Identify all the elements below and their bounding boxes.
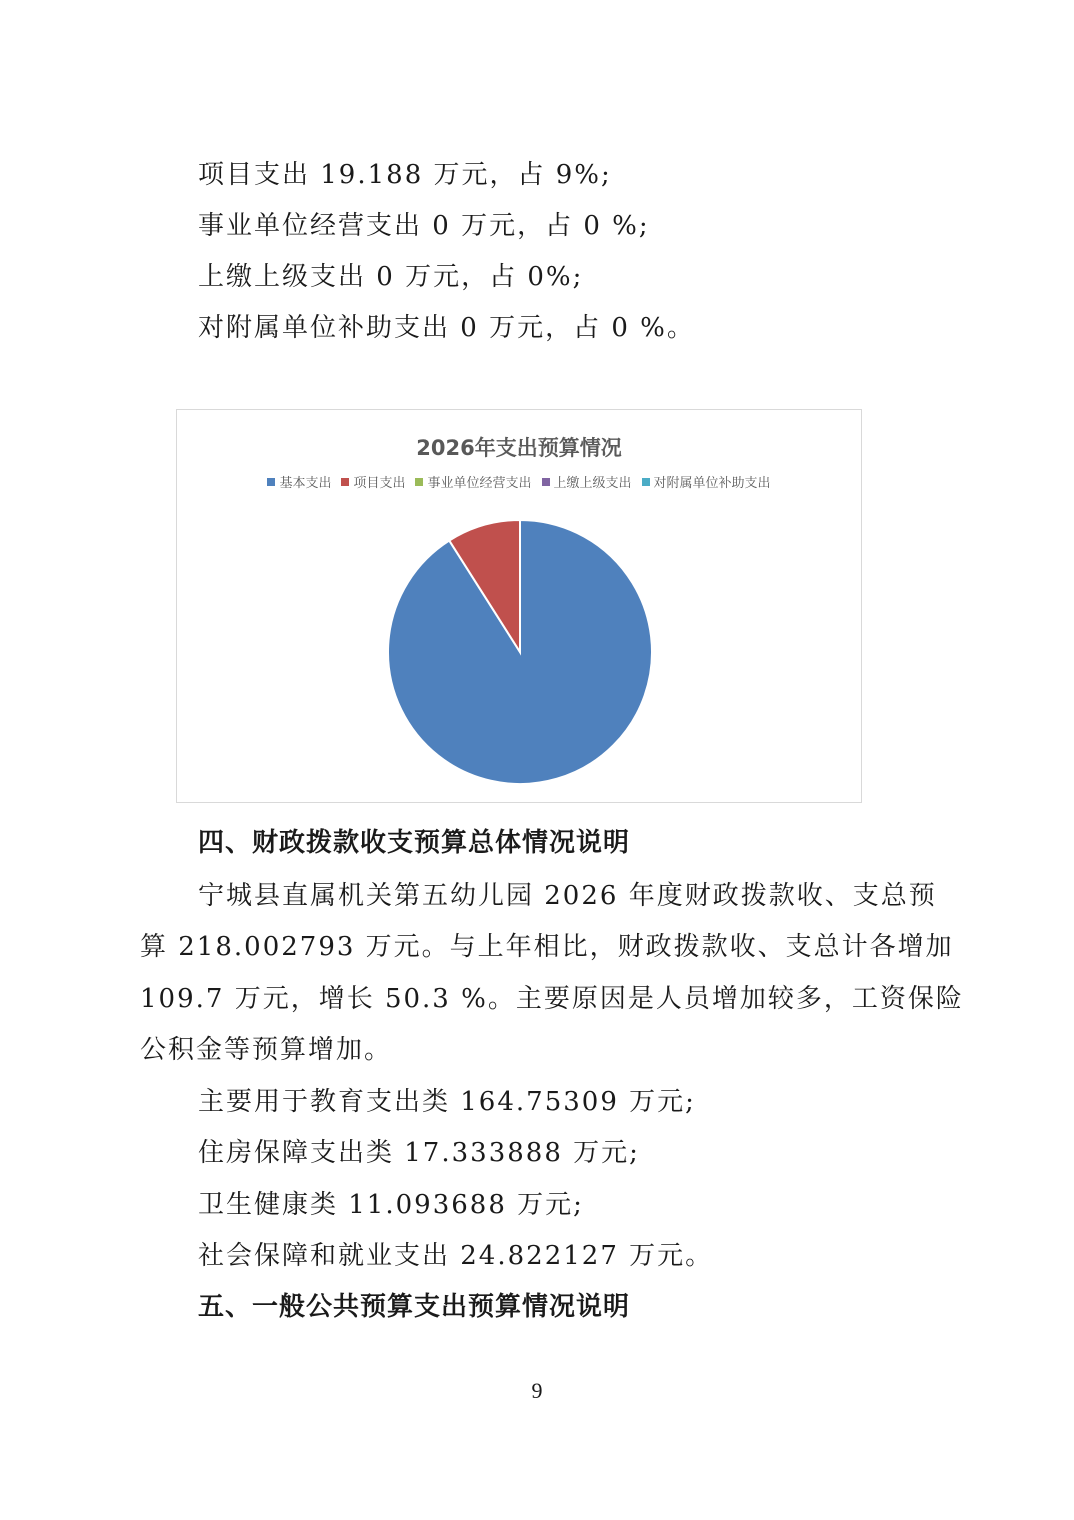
pie-chart <box>177 410 863 804</box>
paragraph-line: 宁城县直属机关第五幼儿园 2026 年度财政拨款收、支总预 <box>198 881 937 911</box>
text-line-project-expense: 项目支出 19.188 万元，占 9%; <box>198 160 612 190</box>
legend-label: 项目支出 <box>353 476 406 491</box>
text-line-upper-level-expense: 上缴上级支出 0 万元，占 0%; <box>198 262 584 292</box>
paragraph-line: 公积金等预算增加。 <box>140 1035 393 1065</box>
pie-chart-container <box>176 409 862 803</box>
legend-label: 基本支出 <box>279 476 332 491</box>
legend-label: 上缴上级支出 <box>553 476 632 491</box>
paragraph-line: 109.7 万元，增长 50.3 %。主要原因是人员增加较多，工资保险 <box>140 984 964 1014</box>
text-line-subsidiary-expense: 对附属单位补助支出 0 万元，占 0 %。 <box>198 313 695 343</box>
list-item-health: 卫生健康类 11.093688 万元; <box>198 1190 584 1220</box>
section-4-heading: 四、财政拨款收支预算总体情况说明 <box>198 828 631 858</box>
legend-label: 对附属单位补助支出 <box>653 476 771 491</box>
section-5-heading: 五、一般公共预算支出预算情况说明 <box>198 1292 631 1322</box>
page-number: 9 <box>531 1378 543 1403</box>
list-item-education: 主要用于教育支出类 164.75309 万元; <box>198 1087 696 1117</box>
legend-label: 事业单位经营支出 <box>427 476 532 491</box>
list-item-housing: 住房保障支出类 17.333888 万元; <box>198 1138 640 1168</box>
list-item-social-security: 社会保障和就业支出 24.822127 万元。 <box>198 1241 714 1271</box>
text-line-business-expense: 事业单位经营支出 0 万元，占 0 %; <box>198 211 650 241</box>
paragraph-line: 算 218.002793 万元。与上年相比，财政拨款收、支总计各增加 <box>140 932 954 962</box>
chart-title: 2026年支出预算情况 <box>416 436 622 460</box>
